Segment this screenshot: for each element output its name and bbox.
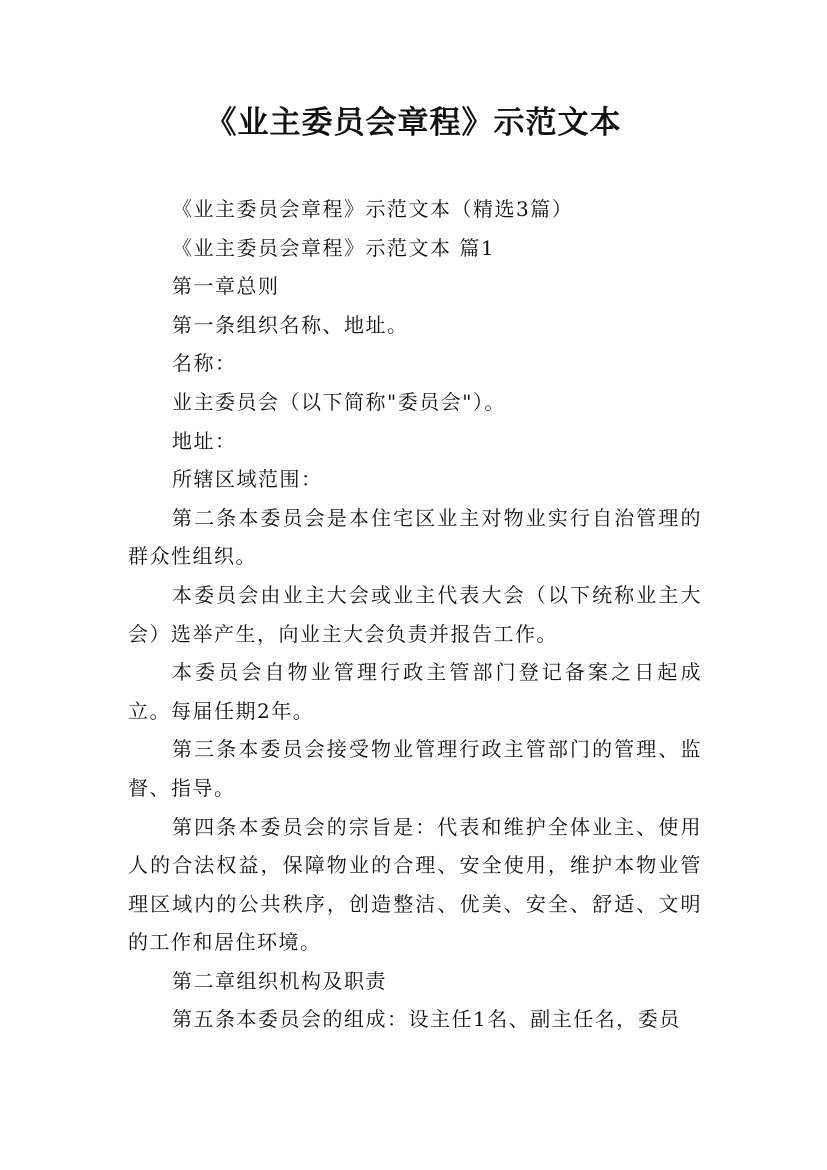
paragraph: 第三条本委员会接受物业管理行政主管部门的管理、监督、指导。 bbox=[128, 737, 702, 800]
paragraph: 第五条本委员会的组成：设主任1名、副主任名，委员 bbox=[172, 1007, 681, 1032]
document-title: 《业主委员会章程》示范文本 bbox=[205, 105, 622, 141]
paragraph: 所辖区域范围： bbox=[172, 467, 323, 492]
paragraph: 名称： bbox=[172, 351, 237, 376]
paragraph: 《业主委员会章程》示范文本 篇1 bbox=[172, 235, 496, 260]
paragraph: 地址： bbox=[172, 428, 237, 453]
paragraph: 本委员会由业主大会或业主代表大会（以下统称业主大会）选举产生，向业主大会负责并报告工作。 bbox=[128, 582, 702, 646]
paragraph: 业主委员会（以下简称"委员会"）。 bbox=[172, 389, 506, 414]
paragraph: 第二条本委员会是本住宅区业主对物业实行自治管理的群众性组织。 bbox=[128, 505, 702, 569]
paragraph: 本委员会自物业管理行政主管部门登记备案之日起成立。每届任期2年。 bbox=[128, 660, 702, 723]
paragraph: 第四条本委员会的宗旨是：代表和维护全体业主、使用人的合法权益，保障物业的合理、安全使用，维护本物业管理区域内的公共秩序，创造整洁、优美、安全、舒适、文明的工作和居住环境。 bbox=[128, 814, 702, 955]
chapter-heading: 第一章总则 bbox=[172, 274, 280, 299]
document-body bbox=[128, 190, 702, 1039]
chapter-heading: 第二章组织机构及职责 bbox=[172, 968, 387, 993]
paragraph: 《业主委员会章程》示范文本（精选3篇） bbox=[172, 197, 574, 221]
paragraph: 第一条组织名称、地址。 bbox=[172, 312, 409, 337]
